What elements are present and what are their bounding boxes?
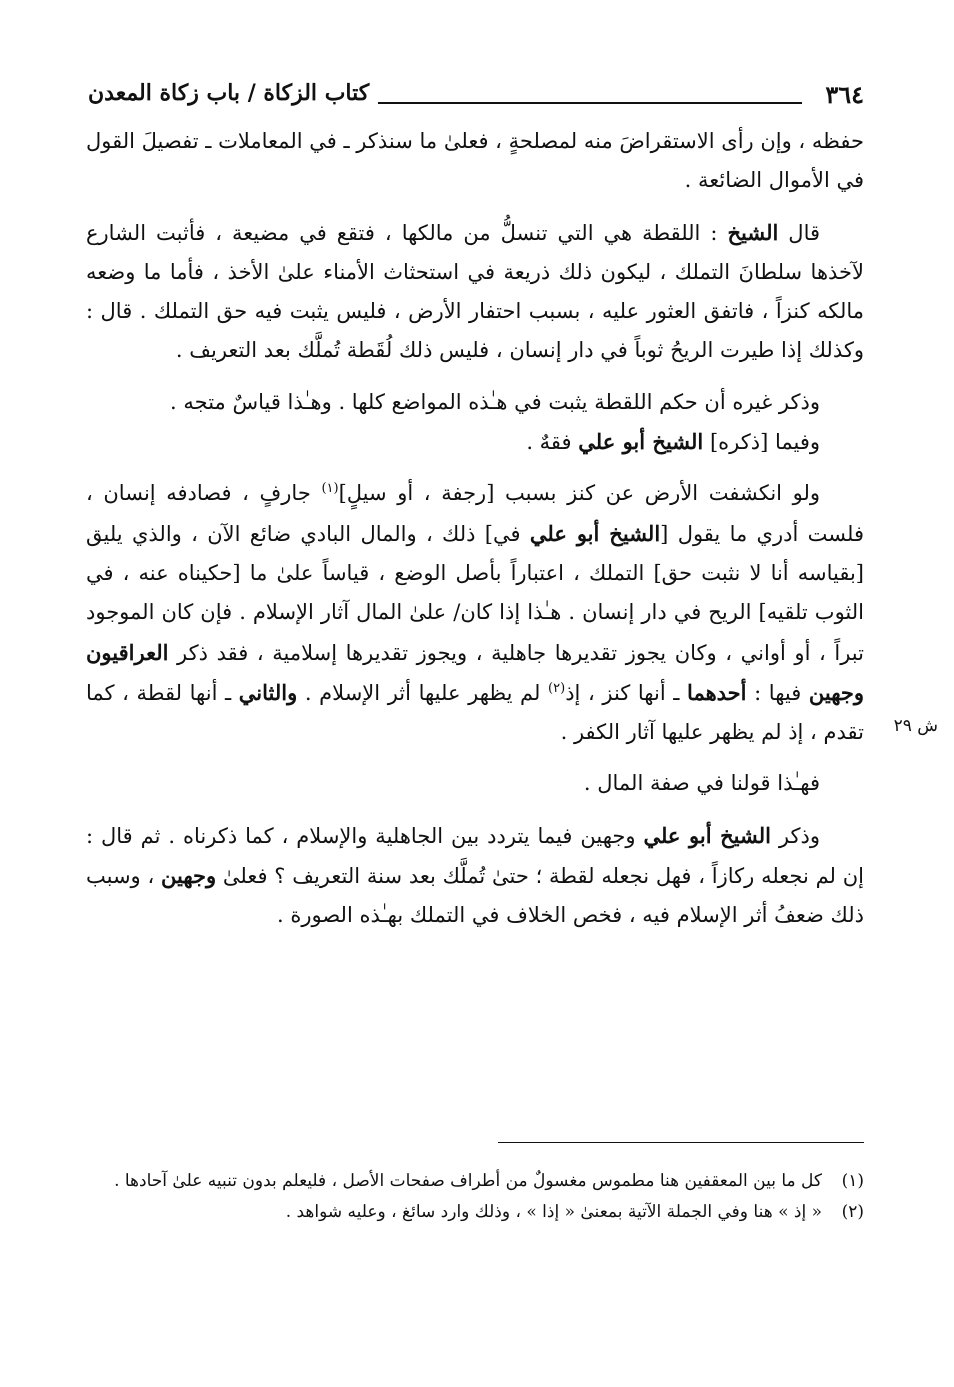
footnote <box>90 1197 864 1228</box>
bold-term: وجهين <box>161 863 217 889</box>
bold-name: الشيخ <box>727 219 779 245</box>
page-number: ٣٦٤ <box>825 80 864 109</box>
paragraph-text: لم يظهر عليها أثر الإسلام . <box>297 680 549 705</box>
footnote-separator <box>498 1142 864 1143</box>
footnote-text: كل ما بين المعقفين هنا مطموس مغسولٌ من أطراف صفحات الأصل ، فليعلم بدون تنبيه علىٰ آحادها . <box>114 1171 822 1191</box>
manuscript-folio-note: ش ٢٩ <box>893 716 938 736</box>
paragraph-text: فيها : <box>746 680 809 705</box>
paragraph-text: ـ أنها كنز ، إذ <box>565 680 688 705</box>
bold-term: أحدهما <box>687 679 747 705</box>
paragraph-text: فقهٌ . <box>526 430 579 455</box>
paragraph-text: ـ أنها لقطة ، كما تقدم ، إذ لم يظهر عليها آثار الكفر . <box>86 680 864 745</box>
running-title: كتاب الزكاة / باب زكاة المعدن <box>88 80 370 106</box>
paragraph <box>86 422 864 462</box>
paragraph <box>86 122 864 201</box>
paragraph-text: في] ذلك ، والمال البادي ضائع الآن ، والذي يليق [بقياسه أنا لا نثبت حق] التملك ، اعتباراً بأصل الوضع ، قياساً علىٰ ما [حكيناه عنه ، في الثوب تلقيه] الريح في دار إنسان . هـٰذا إذا كان/ علىٰ المال آثار الإسلام . فإن كان الموجود تبراً ، أو أواني ، وكان يجوز تقديرها جاهلية ، ويجوز تقديرها إسلامية ، فقد ذكر <box>86 521 864 665</box>
footnotes <box>90 1166 864 1228</box>
footnote-marker: (١) <box>321 481 339 497</box>
paragraph-text: حفظه ، وإن رأى الاستقراضَ منه لمصلحةٍ ، فعلىٰ ما سنذكر ـ في المعاملات ـ تفصيلَ القول في الأموال الضائعة . <box>86 129 864 193</box>
paragraph-text: ولو انكشفت الأرض عن كنز بسبب [رجفة ، أو سيلٍ] <box>338 481 820 506</box>
paragraph <box>86 383 864 422</box>
paragraph-text: قال <box>778 220 821 245</box>
bold-name: الشيخ أبو علي <box>529 520 661 546</box>
main-text <box>86 122 864 936</box>
bold-term: والثاني <box>238 679 298 705</box>
footnote-text: « إذ » هنا وفي الجملة الآتية بمعنىٰ « إذا » ، وذلك وارد سائغ ، وعليه شواهد . <box>285 1202 822 1222</box>
paragraph <box>86 474 864 752</box>
paragraph <box>86 764 864 803</box>
paragraph-text: وذكر غيره أن حكم اللقطة يثبت في هـٰذه المواضع كلها . وهـٰذا قياسٌ متجه . <box>170 389 820 414</box>
bold-name: الشيخ أبو علي <box>578 429 704 455</box>
header-rule <box>378 102 802 104</box>
paragraph-text: جارفٍ ، فصادفه إنسان ، فلست أدري ما يقول [ <box>86 481 864 546</box>
paragraph-text: وذكر <box>770 823 820 848</box>
paragraph <box>86 213 864 371</box>
footnote-number: (١) <box>841 1171 864 1191</box>
paragraph-text: ، وسبب ذلك ضعفُ أثر الإسلام فيه ، فخص الخلاف في التملك بهـٰذه الصورة . <box>86 864 864 928</box>
footnote-number: (٢) <box>841 1202 864 1222</box>
paragraph-text: : اللقطة هي التي تنسلُّ من مالكها ، فتقع في مضيعة ، فأثبت الشارع لآخذها سلطانَ التملك ، ليكون ذلك ذريعة في استحثاث الأمناء علىٰ الأخذ ، فأما ما وضعه مالكه كنزاً ، فاتفق العثور عليه ، بسبب احتفار الأرض ، فليس يثبت فيه حق التملك . قال : وكذلك إذا طيرت الريحُ ثوباً في دار إنسان ، فليس ذلك لُقَطة تُملَّك بعد التعريف . <box>86 220 864 363</box>
page-header <box>88 78 864 118</box>
paragraph-text: وفيما [ذكره] <box>703 430 820 455</box>
paragraph <box>86 816 864 936</box>
paragraph-text: وجهين فيما يتردد بين الجاهلية والإسلام ، كما ذكرناه . ثم قال : إن لم نجعله ركازاً ، فهل نجعله لقطة ؛ حتىٰ تُملَّك بعد سنة التعريف ؟ فعلىٰ <box>86 823 864 889</box>
bold-name: العراقيون وجهين <box>86 639 864 705</box>
paragraph-text: فهـٰذا قولنا في صفة المال . <box>583 771 820 796</box>
footnote-marker: (٢) <box>548 680 566 696</box>
bold-name: الشيخ أبو علي <box>643 822 771 848</box>
footnote <box>90 1166 864 1197</box>
